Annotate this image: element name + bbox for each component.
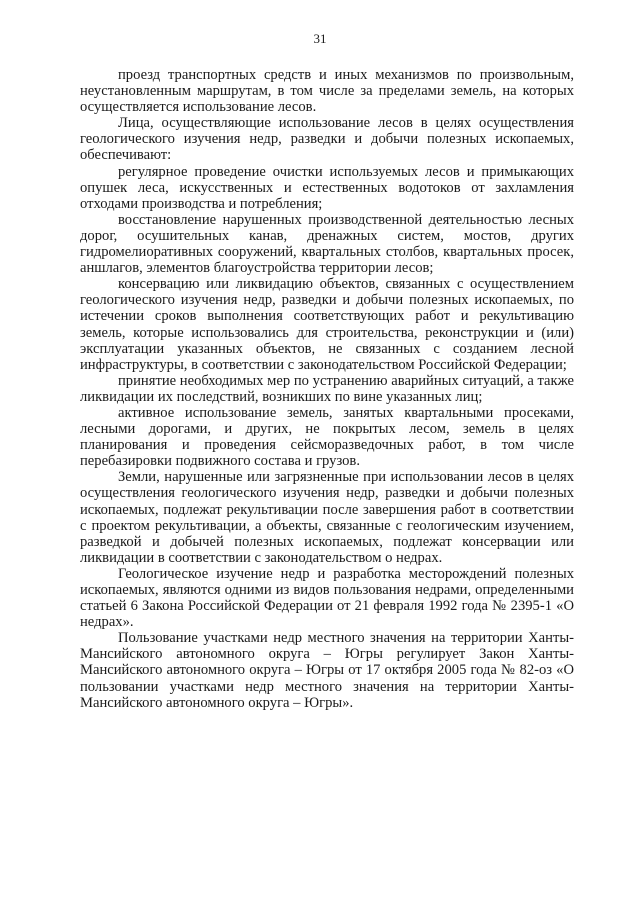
paragraph: консервацию или ликвидацию объектов, связанных с осуществлением геологического изучения недр, разведки и добычи полезных ископаемых, по истечении сроков выполнения соответствующих работ и рекультивацию земель, которые использовались для строительства, реконструкции и (или) эксплуатации указанных объектов, не связанных с созданием лесной инфраструктуры, в соответствии с законодательством Российской Федерации; (80, 276, 574, 373)
paragraph: проезд транспортных средств и иных механизмов по произвольным, неустановленным маршрутам, в том числе за пределами земель, на которых осуществляется использование лесов. (80, 67, 574, 116)
paragraph: Лица, осуществляющие использование лесов в целях осуществления геологического изучения недр, разведки и добычи полезных ископаемых, обеспечивают: (80, 115, 574, 164)
paragraph: Земли, нарушенные или загрязненные при использовании лесов в целях осуществления геологического изучения недр, разведки и добычи полезных ископаемых, подлежат рекультивации после завершения работ в соответствии с проектом рекультивации, а объекты, связанные с геологическим изучением, разведкой и добычей полезных ископаемых, подлежат консервации или ликвидации в соответствии с законодательством о недрах. (80, 469, 574, 566)
paragraph: восстановление нарушенных производственной деятельностью лесных дорог, осушительных канав, дренажных систем, мостов, других гидромелиоративных сооружений, квартальных столбов, квартальных просек, аншлагов, элементов благоустройства территории лесов; (80, 211, 574, 277)
paragraph: принятие необходимых мер по устранению аварийных ситуаций, а также ликвидации их последствий, возникших по вине указанных лиц; (80, 372, 574, 405)
paragraph: активное использование земель, занятых квартальными просеками, лесными дорогами, и других, не покрытых лесом, земель в целях планирования и проведения сейсморазведочных работ, в том числе перебазировки подвижного состава и грузов. (80, 404, 574, 470)
paragraph: регулярное проведение очистки используемых лесов и примыкающих опушек леса, искусственных и естественных водотоков от захламления отходами производства и потребления; (80, 163, 574, 212)
paragraph: Геологическое изучение недр и разработка месторождений полезных ископаемых, являются одними из видов пользования недрами, определенными статьей 6 Закона Российской Федерации от 21 февраля 1992 года № 2395-1 «О недрах». (80, 565, 574, 631)
paragraph: Пользование участками недр местного значения на территории Ханты-Мансийского автономного округа – Югры регулирует Закон Ханты-Мансийского автономного округа – Югры от 17 октября 2005 года № 82-оз «О пользовании участками недр местного значения на территории Ханты-Мансийского автономного округа – Югры». (80, 630, 574, 711)
page-number: 31 (313, 31, 327, 46)
document-body (80, 67, 574, 711)
